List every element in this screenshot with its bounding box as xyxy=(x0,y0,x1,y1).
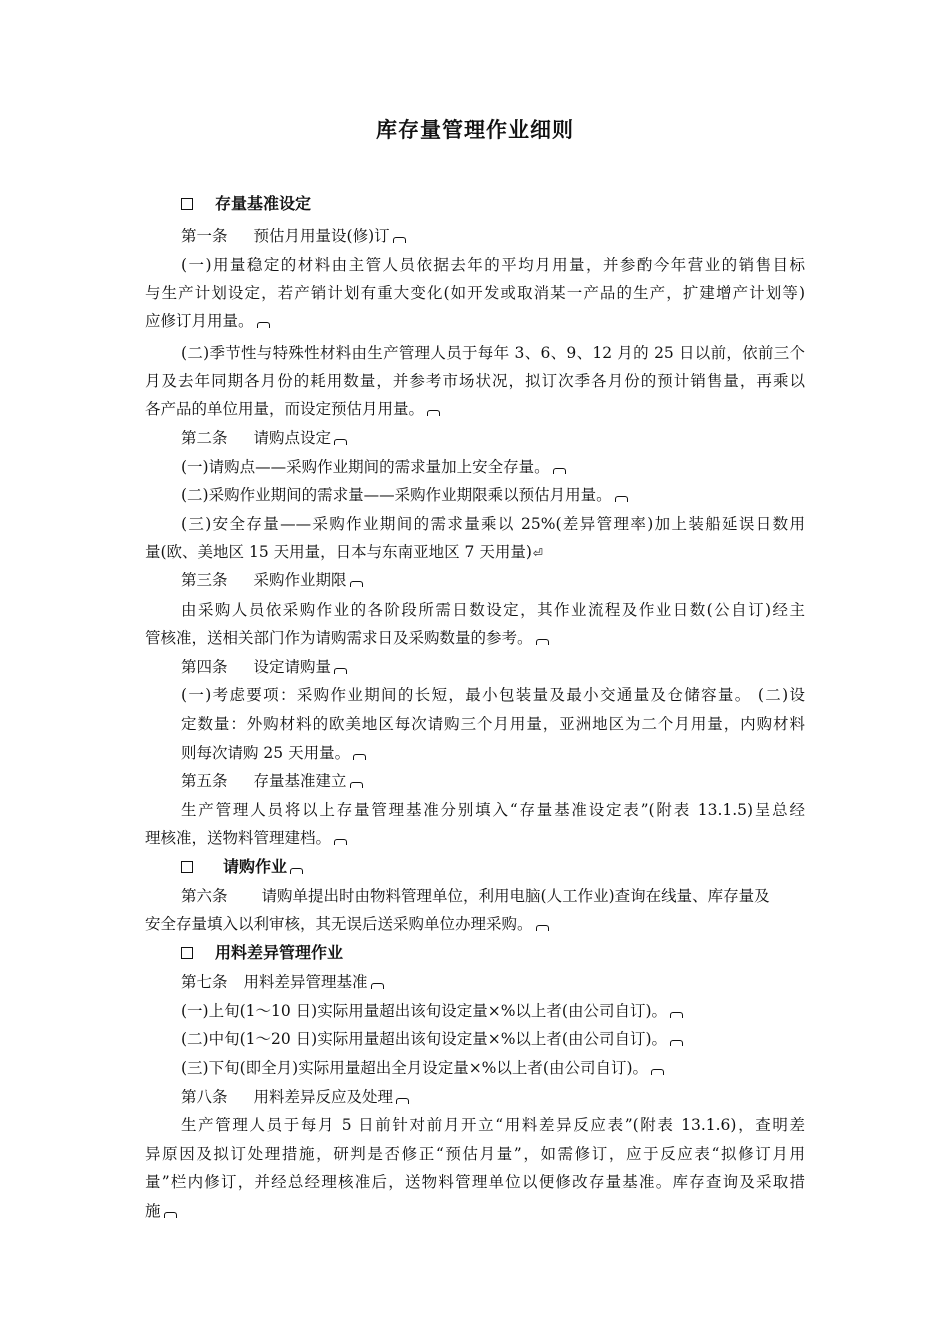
article-1-para-1-line-1: (一)用量稳定的材料由主管人员依据去年的平均月用量，并参酌今年营业的销售目标 xyxy=(181,256,805,274)
article-4-line-3: 则每次请购 25 天用量。 xyxy=(181,741,366,765)
article-3-line-1: 由采购人员依采购作业的各阶段所需日数设定，其作业流程及作业日数(公自订)经主 xyxy=(181,601,805,619)
article-6-line-2: 安全存量填入以利审核，其无误后送采购单位办理采购。 xyxy=(145,912,549,936)
article-8-line-3: 量”栏内修订，并经总经理核准后，送物料管理单位以便修改存量基准。库存查询及采取措 xyxy=(145,1173,805,1191)
article-2-heading: 第二条 请购点设定 xyxy=(181,426,347,450)
checkbox-square-icon xyxy=(181,947,193,959)
article-8-line-2: 异原因及拟订处理措施，研判是否修正“预估月量”，如需修订，应于反应表“拟修订月用 xyxy=(145,1145,805,1163)
article-7-line-1: (一)上旬(1～10 日)实际用量超出该旬设定量×%以上者(由公司自订)。 xyxy=(181,999,683,1023)
section-heading-2: 请购作业 xyxy=(181,855,303,879)
article-8-heading: 第八条 用料差异反应及处理 xyxy=(181,1085,409,1109)
article-6-line-1: 第六条 请购单提出时由物料管理单位，利用电脑(人工作业)查询在线量、库存量及 xyxy=(181,887,770,905)
paragraph-mark-icon xyxy=(371,983,384,989)
paragraph-mark-icon xyxy=(257,322,270,328)
section-heading-3: 用料差异管理作业 xyxy=(181,941,343,965)
paragraph-mark-icon xyxy=(334,668,347,674)
checkbox-square-icon xyxy=(181,861,193,873)
document-title: 库存量管理作业细则 xyxy=(376,118,574,142)
paragraph-mark-icon xyxy=(164,1212,177,1218)
paragraph-mark-icon xyxy=(651,1069,664,1075)
article-3-heading: 第三条 采购作业期限 xyxy=(181,568,363,592)
paragraph-mark-icon xyxy=(290,868,303,874)
line-break-mark-icon: ⏎ xyxy=(532,546,543,560)
article-3-line-2: 管核准，送相关部门作为请购需求日及采购数量的参考。 xyxy=(145,626,549,650)
paragraph-mark-icon xyxy=(670,1012,683,1018)
paragraph-mark-icon xyxy=(334,839,347,845)
paragraph-mark-icon xyxy=(334,439,347,445)
article-4-line-1: (一)考虑要项：采购作业期间的长短，最小包装量及最小交通量及仓储容量。 (二)设 xyxy=(181,686,805,704)
article-4-heading: 第四条 设定请购量 xyxy=(181,655,347,679)
article-7-heading: 第七条 用料差异管理基准 xyxy=(181,970,384,994)
paragraph-mark-icon xyxy=(350,581,363,587)
article-1-para-2-line-1: (二)季节性与特殊性材料由生产管理人员于每年 3、6、9、12 月的 25 日以前，依前三个 xyxy=(181,344,805,362)
article-5-line-2: 理核准，送物料管理建档。 xyxy=(145,826,347,850)
article-8-line-1: 生产管理人员于每月 5 日前针对前月开立“用料差异反应表”(附表 13.1.6)，查明差 xyxy=(181,1116,805,1134)
checkbox-square-icon xyxy=(181,198,193,210)
paragraph-mark-icon xyxy=(427,410,440,416)
paragraph-mark-icon xyxy=(536,925,549,931)
article-7-line-3: (三)下旬(即全月)实际用量超出全月设定量×%以上者(由公司自订)。 xyxy=(181,1056,664,1080)
article-1-heading: 第一条 预估月用量设(修)订 xyxy=(181,224,406,248)
article-4-line-2: 定数量：外购材料的欧美地区每次请购三个月用量，亚洲地区为二个月用量，内购材料 xyxy=(181,715,805,733)
section-heading-1: 存量基准设定 xyxy=(181,192,311,216)
article-2-line-3a: (三)安全存量——采购作业期间的需求量乘以 25%(差异管理率)加上装船延误日数用 xyxy=(181,515,805,533)
paragraph-mark-icon xyxy=(615,496,628,502)
article-2-line-1: (一)请购点——采购作业期间的需求量加上安全存量。 xyxy=(181,455,566,479)
paragraph-mark-icon xyxy=(536,639,549,645)
article-8-line-4: 施 xyxy=(145,1199,177,1223)
paragraph-mark-icon xyxy=(353,754,366,760)
paragraph-mark-icon xyxy=(670,1040,683,1046)
article-1-para-2-line-2: 月及去年同期各月份的耗用数量，并参考市场状况，拟订次季各月份的预计销售量，再乘以 xyxy=(145,372,805,390)
article-1-para-1-line-2: 与生产计划设定，若产销计划有重大变化(如开发或取消某一产品的生产，扩建增产计划等) xyxy=(145,284,805,302)
paragraph-mark-icon xyxy=(553,468,566,474)
paragraph-mark-icon xyxy=(393,237,406,243)
article-2-line-3b: 量(欧、美地区 15 天用量，日本与东南亚地区 7 天用量)⏎ xyxy=(145,543,543,561)
paragraph-mark-icon xyxy=(350,782,363,788)
article-1-para-2-line-3: 各产品的单位用量，而设定预估月用量。 xyxy=(145,397,440,421)
paragraph-mark-icon xyxy=(396,1098,409,1104)
article-5-line-1: 生产管理人员将以上存量管理基准分别填入“存量基准设定表”(附表 13.1.5)呈总经 xyxy=(181,801,805,819)
article-2-line-2: (二)采购作业期间的需求量——采购作业期限乘以预估月用量。 xyxy=(181,483,628,507)
article-7-line-2: (二)中旬(1～20 日)实际用量超出该旬设定量×%以上者(由公司自订)。 xyxy=(181,1027,683,1051)
article-5-heading: 第五条 存量基准建立 xyxy=(181,769,363,793)
article-1-para-1-line-3: 应修订月用量。 xyxy=(145,309,270,333)
